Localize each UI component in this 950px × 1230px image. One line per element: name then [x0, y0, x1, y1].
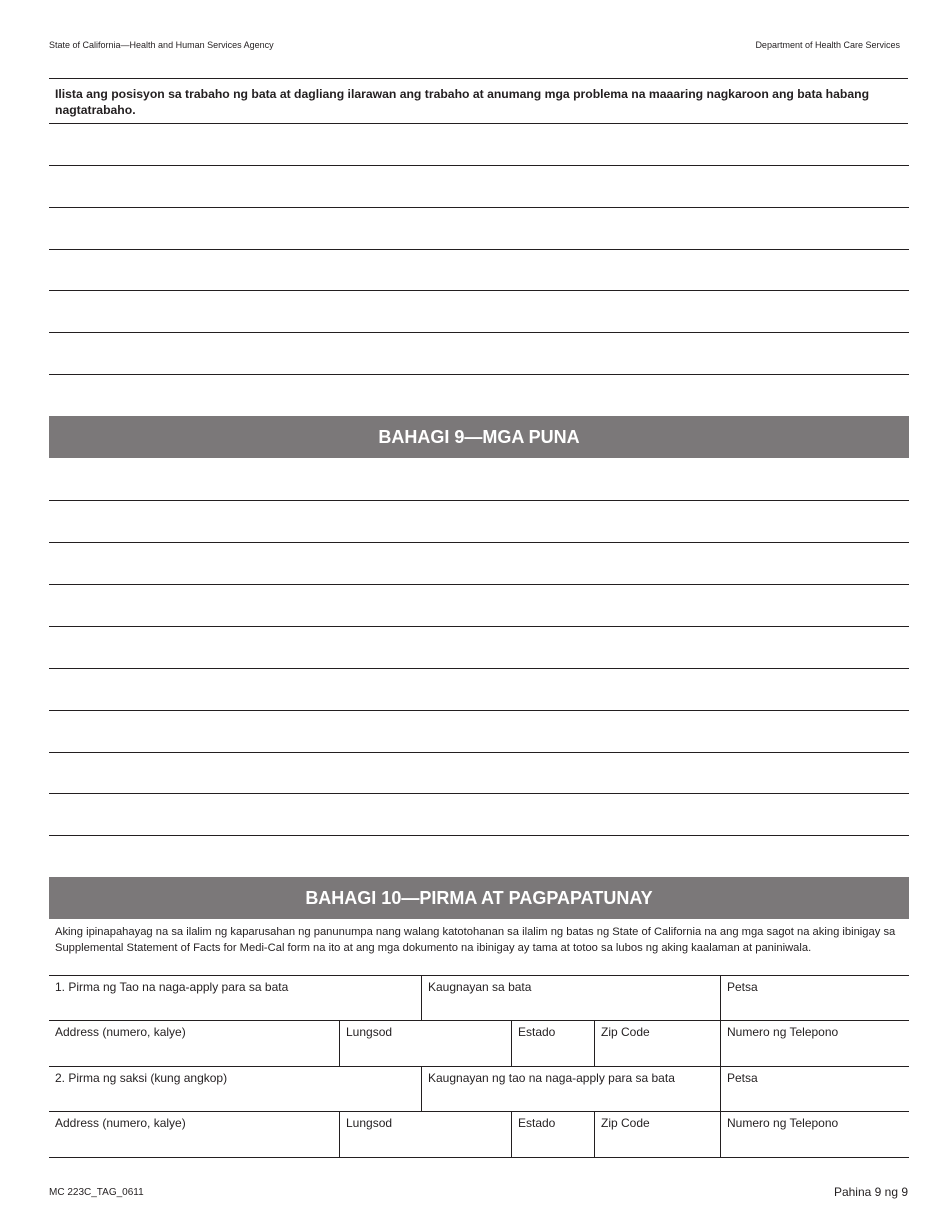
section-9-header: BAHAGI 9—MGA PUNA — [49, 416, 909, 458]
phone-field-2[interactable]: Numero ng Telepono — [720, 1112, 909, 1157]
comment-line-5[interactable] — [49, 668, 909, 669]
state-field-1[interactable]: Estado — [511, 1021, 594, 1066]
comment-line-7[interactable] — [49, 752, 909, 753]
witness-signature-row — [49, 1066, 909, 1111]
relationship-to-child-field[interactable]: Kaugnayan sa bata — [421, 976, 720, 1020]
work-answer-line-2[interactable] — [49, 207, 909, 208]
work-answer-line-6[interactable] — [49, 374, 909, 375]
state-field-2[interactable]: Estado — [511, 1112, 594, 1157]
phone-field-1[interactable]: Numero ng Telepono — [720, 1021, 909, 1066]
relationship-to-applicant-field[interactable]: Kaugnayan ng tao na naga-apply para sa bata — [421, 1067, 720, 1111]
date-field-2[interactable]: Petsa — [720, 1067, 909, 1111]
agency-header: State of California—Health and Human Services Agency — [49, 40, 274, 50]
work-answer-line-3[interactable] — [49, 249, 909, 250]
work-answer-line-4[interactable] — [49, 290, 909, 291]
work-question: Ilista ang posisyon sa trabaho ng bata at dagliang ilarawan ang trabaho at anumang mga problema na maaaring nagkaroon ang bata habang nagtatrabaho. — [49, 78, 908, 124]
declaration-text: Aking ipinapahayag na sa ilalim ng kaparusahan ng panunumpa nang walang katotohanan sa ilalim ng batas ng State of California na ang mga sagot na aking ibinigay sa Supplemental Statement of Facts for Medi-Cal form na ito at ang mga dokumento na ibinigay ay tama at totoo sa lubos ng aking kaalaman at paniniwala. — [55, 926, 896, 954]
comment-line-1[interactable] — [49, 500, 909, 501]
comment-line-4[interactable] — [49, 626, 909, 627]
comment-line-6[interactable] — [49, 710, 909, 711]
applicant-signature-row — [49, 975, 909, 1020]
city-field-2[interactable]: Lungsod — [339, 1112, 511, 1157]
address-field-1[interactable]: Address (numero, kalye) — [55, 1025, 186, 1039]
signature-grid — [49, 975, 909, 1158]
comment-line-9[interactable] — [49, 835, 909, 836]
comment-line-2[interactable] — [49, 542, 909, 543]
address-field-2[interactable]: Address (numero, kalye) — [55, 1116, 186, 1130]
applicant-address-row — [49, 1020, 909, 1066]
witness-signature-field[interactable]: 2. Pirma ng saksi (kung angkop) — [55, 1071, 228, 1085]
form-id: MC 223C_TAG_0611 — [49, 1187, 144, 1198]
work-answer-line-5[interactable] — [49, 332, 909, 333]
work-answer-line-1[interactable] — [49, 165, 909, 166]
city-field-1[interactable]: Lungsod — [339, 1021, 511, 1066]
date-field-1[interactable]: Petsa — [720, 976, 909, 1020]
department-header: Department of Health Care Services — [755, 40, 900, 50]
section-10-header: BAHAGI 10—PIRMA AT PAGPAPATUNAY — [49, 877, 909, 919]
comment-line-8[interactable] — [49, 793, 909, 794]
zip-field-2[interactable]: Zip Code — [594, 1112, 720, 1157]
page-number: Pahina 9 ng 9 — [833, 1185, 908, 1199]
witness-address-row — [49, 1111, 909, 1157]
applicant-signature-field[interactable]: 1. Pirma ng Tao na naga-apply para sa bata — [55, 980, 289, 994]
comment-line-3[interactable] — [49, 584, 909, 585]
zip-field-1[interactable]: Zip Code — [594, 1021, 720, 1066]
